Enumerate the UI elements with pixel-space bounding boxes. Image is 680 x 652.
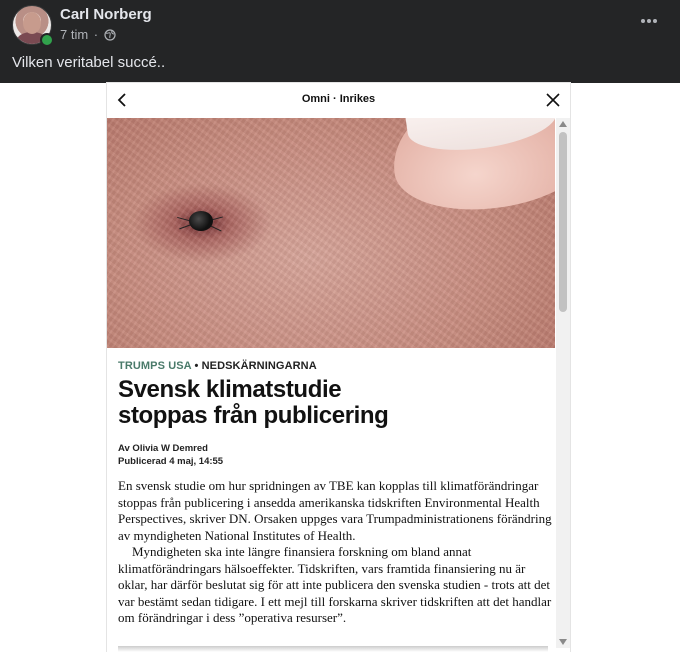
- post-author[interactable]: Carl Norberg: [60, 6, 152, 23]
- kicker-separator: •: [191, 360, 202, 372]
- online-status-dot: [40, 33, 54, 47]
- post-meta: [60, 27, 116, 42]
- post-header: [0, 0, 680, 50]
- article-scrollbar[interactable]: [556, 118, 570, 648]
- article-kicker[interactable]: TRUMPS USA: [118, 360, 192, 372]
- headline-line-1: Svensk klimatstudie: [118, 376, 342, 403]
- meta-separator: ·: [93, 27, 99, 42]
- tick-insect: [189, 211, 213, 231]
- post-media[interactable]: [0, 83, 680, 652]
- close-icon[interactable]: [546, 93, 560, 107]
- article-paragraph-2: Myndigheten ska inte längre finansiera forskning om bland annat klimatförändringars hälsoeffekter. Tidskriften, vars framtida finansiering nu är oklar, har därför beslutat sig för att inte publicera den svenska studien - trots att det var bestämt sedan tidigare. I ett mejl till forskarna skriver tidskriften att det handlar om förändringar i dess ”operativa resurser”.: [118, 544, 552, 625]
- headline-line-2: stoppas från publicering: [118, 402, 389, 429]
- article-body: [118, 478, 553, 627]
- article-hero-image: [107, 118, 555, 348]
- post-time[interactable]: 7 tim: [60, 27, 89, 42]
- article-section[interactable]: NEDSKÄRNINGARNA: [201, 360, 317, 372]
- article-screenshot: [107, 83, 570, 652]
- post-text: Vilken veritabel succé..: [12, 54, 166, 71]
- scroll-up-icon[interactable]: [559, 121, 567, 127]
- article-section-label: [118, 360, 317, 372]
- avatar-face: [23, 12, 41, 34]
- article-source-title: Omni · Inrikes: [301, 93, 376, 105]
- article-published: Publicerad 4 maj, 14:55: [118, 456, 224, 467]
- article-topbar: [107, 83, 570, 117]
- article-headline: [118, 377, 538, 429]
- more-options-icon[interactable]: [638, 10, 660, 32]
- article-paragraph-1: En svensk studie om hur spridningen av TBE kan kopplas till klimatförändringar stoppas från publicering i ansedda amerikanska tidskriften Environmental Health Perspectives, skriver DN. Orsaken uppges vara Trumpadministrationens förändring av myndigheten National Institutes of Health.: [118, 478, 552, 543]
- article-author: Av Olivia W Demred: [118, 443, 208, 454]
- scroll-thumb[interactable]: [559, 132, 567, 312]
- cutoff-fade: [118, 646, 548, 652]
- article-byline: [118, 442, 223, 468]
- globe-icon[interactable]: [104, 29, 116, 41]
- scroll-down-icon[interactable]: [559, 639, 567, 645]
